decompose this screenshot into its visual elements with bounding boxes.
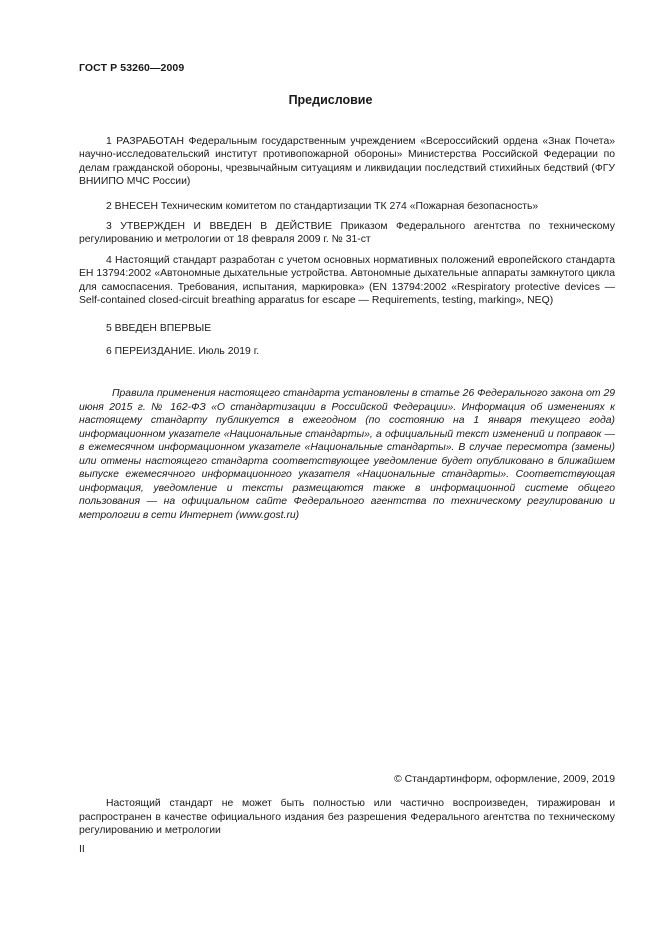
- foreword-item-1: 1 РАЗРАБОТАН Федеральным государственным учреждением «Всероссийский ордена «Знак Почета» научно-исследовательский институт противопожарной обороны» Министерства Российской Федерации по делам гражданской обороны, чрезвычайным ситуациям и ликвидации последствий стихийных бедствий (ФГУ ВНИИПО МЧС России): [79, 136, 615, 188]
- foreword-item-2: 2 ВНЕСЕН Техническим комитетом по стандартизации ТК 274 «Пожарная безопасность»: [106, 201, 539, 212]
- document-header: ГОСТ Р 53260—2009: [79, 62, 185, 74]
- reprint-restriction: Настоящий стандарт не может быть полностью или частично воспроизведен, тиражирован и распространен в качестве официального издания без разрешения Федерального агентства по техническому регулированию и метрологии: [79, 798, 615, 836]
- foreword-item-3: 3 УТВЕРЖДЕН И ВВЕДЕН В ДЕЙСТВИЕ Приказом Федерального агентства по техническому регулированию и метрологии от 18 февраля 2009 г. № 31-ст: [79, 221, 615, 246]
- foreword-item-5: 5 ВВЕДЕН ВПЕРВЫЕ: [106, 323, 212, 334]
- page-number: II: [79, 844, 85, 855]
- page-title: Предисловие: [288, 93, 373, 107]
- foreword-item-6: 6 ПЕРЕИЗДАНИЕ. Июль 2019 г.: [106, 346, 260, 357]
- foreword-item-4: 4 Настоящий стандарт разработан с учетом основных нормативных положений европейского стандарта ЕН 13794:2002 «Автономные дыхательные устройства. Автономные дыхательные аппараты замкнутого цикла для самоспасения. Требования, испытания, маркировка» (EN 13794:2002 «Respiratory protective devices — Self-contained closed-circuit breathing apparatus for escape — Requirements, testing, marking», NEQ): [79, 255, 615, 307]
- standard-usage-notice: Правила применения настоящего стандарта установлены в статье 26 Федерального закона от 29 июня 2015 г. № 162-ФЗ «О стандартизации в Российской Федерации». Информация об изменениях к настоящему стандарту публикуется в ежегодном (по состоянию на 1 января текущего года) информационном указателе «Национальные стандарты», а официальный текст изменений и поправок — в ежемесячном информационном указателе «Национальные стандарты». В случае пересмотра (замены) или отмены настоящего стандарта соответствующее уведомление будет опубликовано в ближайшем выпуске ежемесячного информационного указателя «Национальные стандарты». Соответствующая информация, уведомление и тексты размещаются также в информационной системе общего пользования — на официальном сайте Федерального агентства по техническому регулированию и метрологии в сети Интернет (www.gost.ru): [79, 388, 615, 521]
- copyright-line: © Стандартинформ, оформление, 2009, 2019: [394, 774, 615, 785]
